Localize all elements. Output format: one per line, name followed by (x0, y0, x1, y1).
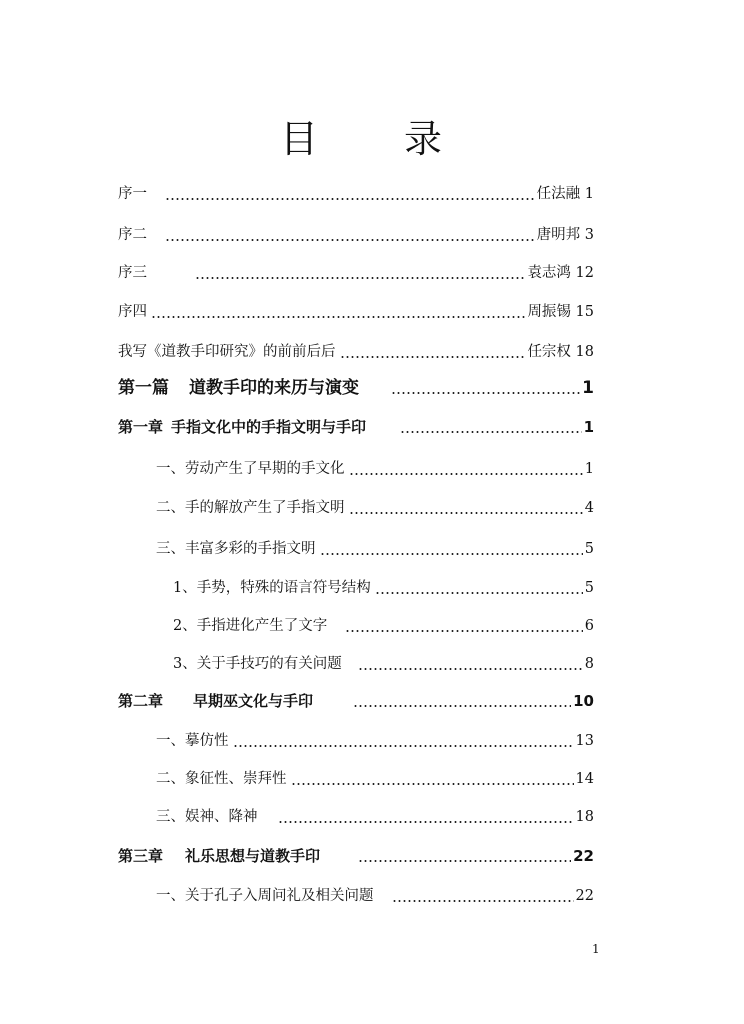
toc-entry-c2s1[interactable] (156, 727, 594, 751)
toc-entry-page: 22 (573, 847, 594, 865)
toc-entry-page: 1 (584, 461, 594, 477)
toc-entry-page: 1 (584, 186, 594, 202)
toc-entry-label: 三、娱神、降神 (156, 809, 258, 825)
toc-entry-c1s1[interactable] (156, 455, 594, 479)
toc-entry-page: 22 (575, 888, 594, 904)
dot-leader (151, 316, 525, 318)
toc-entry-title: 礼乐思想与道教手印 (185, 847, 321, 865)
dot-leader (358, 668, 583, 670)
toc-entry-page: 18 (575, 809, 594, 825)
toc-entry-chapter2[interactable] (118, 687, 594, 711)
dot-leader (278, 821, 574, 823)
toc-entry-label: 二、手的解放产生了手指文明 (156, 500, 345, 516)
toc-entry-author: 唐明邦 (536, 227, 581, 243)
toc-entry-author: 任法融 (536, 186, 581, 202)
toc-entry-page: 13 (575, 733, 594, 749)
toc-entry-label: 序四 (118, 304, 147, 320)
toc-entry-afterword[interactable] (118, 338, 594, 362)
dot-leader (345, 630, 583, 632)
toc-entry-part1[interactable] (118, 374, 594, 398)
toc-entry-chapter1[interactable] (118, 413, 594, 437)
dot-leader (195, 277, 525, 279)
toc-entry-page: 5 (584, 541, 594, 557)
dot-leader (340, 356, 526, 358)
toc-entry-label: 第一篇 (118, 378, 169, 398)
dot-leader (392, 900, 574, 902)
dot-leader (349, 512, 583, 514)
toc-entry-c1s3[interactable] (156, 535, 594, 559)
toc-entry-label: 序三 (118, 265, 147, 281)
toc-entry-c1s3a[interactable] (173, 574, 594, 598)
dot-leader (375, 592, 583, 594)
toc-entry-page: 1 (583, 418, 594, 436)
toc-entry-preface3[interactable] (118, 259, 594, 283)
toc-entry-c2s2[interactable] (156, 765, 594, 789)
toc-entry-label: 2、手指进化产生了文字 (173, 618, 328, 634)
toc-entry-label: 第一章 (118, 418, 164, 436)
toc-entry-page: 1 (582, 378, 594, 398)
toc-entry-label: 三、丰富多彩的手指文明 (156, 541, 316, 557)
toc-entry-preface2[interactable] (118, 221, 594, 245)
toc-entry-preface4[interactable] (118, 298, 594, 322)
toc-entry-page: 18 (575, 344, 594, 360)
toc-entry-page: 6 (584, 618, 594, 634)
dot-leader (353, 705, 571, 707)
toc-entry-preface1[interactable] (118, 180, 594, 204)
toc-entry-page: 4 (584, 500, 594, 516)
toc-entry-label: 3、关于手技巧的有关问题 (173, 656, 342, 672)
toc-entry-c1s2[interactable] (156, 494, 594, 518)
toc-entry-label: 一、摹仿性 (156, 733, 229, 749)
toc-entry-page: 10 (573, 692, 594, 710)
toc-entry-label: 第三章 (118, 847, 164, 865)
toc-entry-title: 早期巫文化与手印 (193, 692, 314, 710)
toc-entry-page: 5 (584, 580, 594, 596)
dot-leader (165, 239, 535, 241)
toc-entry-label: 我写《道教手印研究》的前前后后 (118, 344, 336, 360)
dot-leader (400, 431, 582, 433)
toc-entry-page: 3 (584, 227, 594, 243)
title-char-1: 目 (280, 117, 321, 161)
toc-entry-label: 一、关于孔子入周问礼及相关问题 (156, 888, 374, 904)
toc-entry-c1s3c[interactable] (173, 650, 594, 674)
toc-entry-chapter3[interactable] (118, 842, 594, 866)
toc-entry-c3s1[interactable] (156, 882, 594, 906)
toc-entry-c1s3b[interactable] (173, 612, 594, 636)
toc-entry-author: 周振锡 (527, 304, 571, 320)
toc-entry-label: 第二章 (118, 692, 164, 710)
title-char-2: 录 (404, 117, 445, 161)
toc-entry-page: 8 (584, 656, 594, 672)
dot-leader (291, 783, 574, 785)
toc-entry-page: 15 (575, 304, 594, 320)
toc-entry-c2s3[interactable] (156, 803, 594, 827)
dot-leader (233, 745, 574, 747)
toc-entry-label: 1、手势，特殊的语言符号结构 (173, 580, 371, 596)
dot-leader (391, 392, 580, 394)
toc-entry-label: 一、劳动产生了早期的手文化 (156, 461, 345, 477)
dot-leader (349, 473, 583, 475)
toc-entry-author: 任宗权 (527, 344, 571, 360)
dot-leader (320, 553, 583, 555)
toc-entry-label: 二、象征性、崇拜性 (156, 771, 287, 787)
toc-entry-page: 12 (575, 265, 594, 281)
toc-entry-page: 14 (575, 771, 594, 787)
toc-entry-title: 手指文化中的手指文明与手印 (171, 418, 367, 436)
dot-leader (165, 198, 535, 200)
toc-entry-author: 袁志鸿 (527, 265, 571, 281)
toc-entry-title: 道教手印的来历与演变 (189, 378, 359, 398)
dot-leader (358, 860, 571, 862)
page-number: 1 (592, 942, 600, 956)
toc-entry-label: 序一 (118, 186, 147, 202)
toc-entry-label: 序二 (118, 227, 147, 243)
